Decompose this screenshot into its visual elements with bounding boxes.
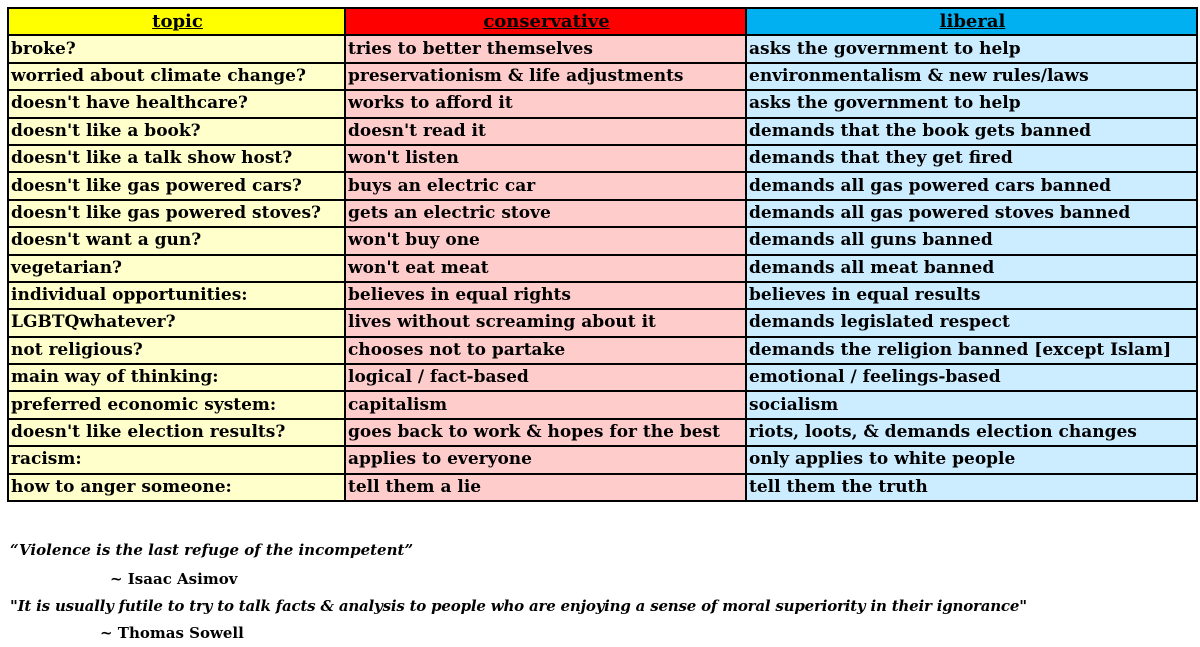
table-row — [8, 364, 1197, 391]
table-row — [8, 309, 1197, 336]
cell-topic: doesn't like gas powered stoves? — [8, 200, 345, 227]
cell-topic: vegetarian? — [8, 255, 345, 282]
table-row — [8, 282, 1197, 309]
cell-liberal: emotional / feelings-based — [746, 364, 1197, 391]
table-row — [8, 227, 1197, 254]
cell-conservative: capitalism — [345, 391, 746, 418]
cell-conservative: won't eat meat — [345, 255, 746, 282]
cell-conservative: goes back to work & hopes for the best — [345, 419, 746, 446]
table-row — [8, 446, 1197, 473]
cell-conservative: doesn't read it — [345, 118, 746, 145]
header-liberal: liberal — [746, 8, 1197, 35]
cell-topic: not religious? — [8, 337, 345, 364]
comparison-table — [7, 7, 1198, 502]
cell-topic: preferred economic system: — [8, 391, 345, 418]
cell-liberal: demands all gas powered stoves banned — [746, 200, 1197, 227]
cell-liberal: tell them the truth — [746, 474, 1197, 501]
cell-topic: doesn't want a gun? — [8, 227, 345, 254]
table-row — [8, 391, 1197, 418]
cell-conservative: buys an electric car — [345, 172, 746, 199]
cell-conservative: won't listen — [345, 145, 746, 172]
table-row — [8, 474, 1197, 501]
table-body — [8, 35, 1197, 501]
cell-topic: main way of thinking: — [8, 364, 345, 391]
cell-topic: doesn't like gas powered cars? — [8, 172, 345, 199]
quote-sowell: "It is usually futile to try to talk facts & analysis to people who are enjoying a sense of moral superiority in their ignorance" — [10, 597, 1027, 615]
cell-conservative: won't buy one — [345, 227, 746, 254]
header-conservative: conservative — [345, 8, 746, 35]
cell-conservative: preservationism & life adjustments — [345, 63, 746, 90]
table-row — [8, 172, 1197, 199]
quote-author-sowell: ~ Thomas Sowell — [100, 624, 244, 642]
table-row — [8, 90, 1197, 117]
table-row — [8, 200, 1197, 227]
cell-liberal: demands all guns banned — [746, 227, 1197, 254]
cell-topic: doesn't like a book? — [8, 118, 345, 145]
cell-liberal: only applies to white people — [746, 446, 1197, 473]
cell-liberal: demands the religion banned [except Islam] — [746, 337, 1197, 364]
cell-topic: LGBTQwhatever? — [8, 309, 345, 336]
cell-topic: worried about climate change? — [8, 63, 345, 90]
cell-conservative: tell them a lie — [345, 474, 746, 501]
cell-conservative: applies to everyone — [345, 446, 746, 473]
cell-liberal: demands that they get fired — [746, 145, 1197, 172]
cell-liberal: demands all gas powered cars banned — [746, 172, 1197, 199]
table-row — [8, 255, 1197, 282]
cell-liberal: demands that the book gets banned — [746, 118, 1197, 145]
cell-conservative: tries to better themselves — [345, 35, 746, 62]
cell-conservative: believes in equal rights — [345, 282, 746, 309]
header-topic: topic — [8, 8, 345, 35]
cell-liberal: riots, loots, & demands election changes — [746, 419, 1197, 446]
cell-conservative: gets an electric stove — [345, 200, 746, 227]
table-row — [8, 35, 1197, 62]
cell-liberal: asks the government to help — [746, 35, 1197, 62]
cell-topic: doesn't have healthcare? — [8, 90, 345, 117]
table-row — [8, 118, 1197, 145]
cell-topic: individual opportunities: — [8, 282, 345, 309]
table-row — [8, 63, 1197, 90]
cell-liberal: demands all meat banned — [746, 255, 1197, 282]
header-row — [8, 8, 1197, 35]
cell-topic: how to anger someone: — [8, 474, 345, 501]
table-row — [8, 145, 1197, 172]
cell-conservative: works to afford it — [345, 90, 746, 117]
cell-liberal: asks the government to help — [746, 90, 1197, 117]
cell-liberal: believes in equal results — [746, 282, 1197, 309]
cell-topic: racism: — [8, 446, 345, 473]
cell-topic: doesn't like a talk show host? — [8, 145, 345, 172]
cell-topic: broke? — [8, 35, 345, 62]
table-row — [8, 419, 1197, 446]
cell-liberal: socialism — [746, 391, 1197, 418]
cell-liberal: demands legislated respect — [746, 309, 1197, 336]
quote-author-asimov: ~ Isaac Asimov — [110, 570, 238, 588]
quote-asimov: “Violence is the last refuge of the incompetent” — [10, 541, 414, 559]
cell-conservative: logical / fact-based — [345, 364, 746, 391]
cell-conservative: chooses not to partake — [345, 337, 746, 364]
cell-conservative: lives without screaming about it — [345, 309, 746, 336]
cell-topic: doesn't like election results? — [8, 419, 345, 446]
table-row — [8, 337, 1197, 364]
cell-liberal: environmentalism & new rules/laws — [746, 63, 1197, 90]
